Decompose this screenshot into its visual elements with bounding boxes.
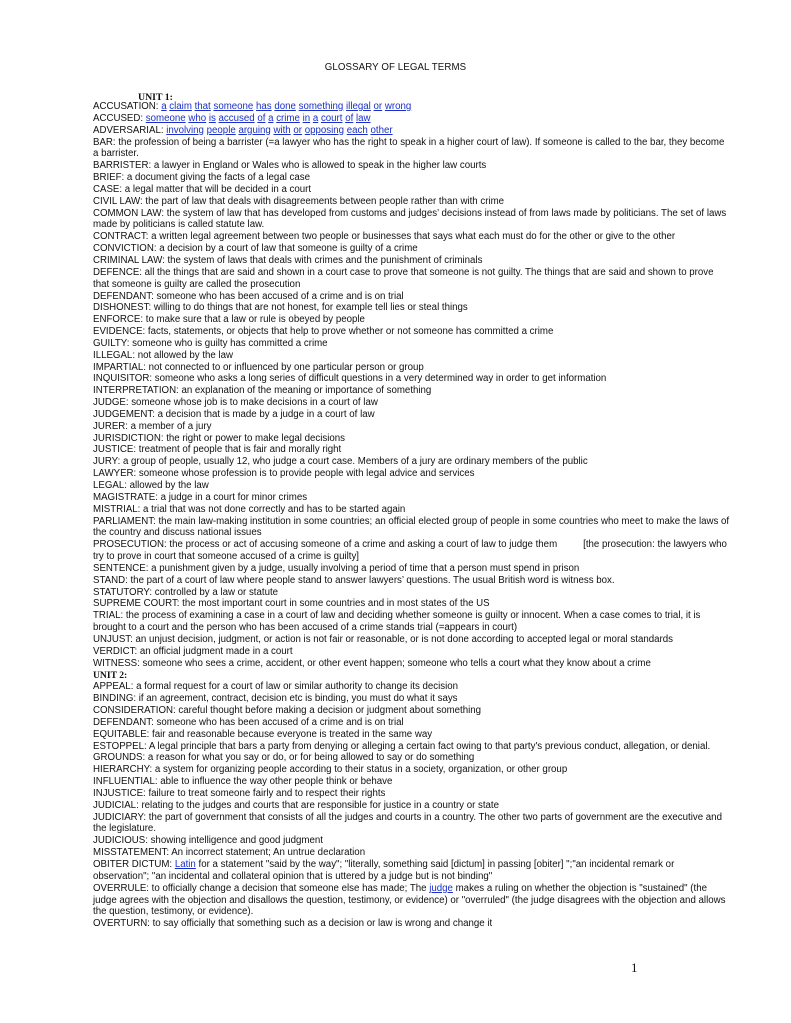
definition-link[interactable]: wrong	[384, 101, 412, 112]
definition-link[interactable]: court	[320, 112, 343, 124]
entry-overrule	[93, 883, 731, 919]
definition-link[interactable]: accused	[218, 112, 255, 124]
glossary-entry: IMPARTIAL: not connected to or influenced by one particular person or group	[93, 361, 424, 373]
prosecution-definition: PROSECUTION: the process or act of accusing someone of a crime and asking a court of law to judge them	[93, 539, 558, 551]
glossary-entry: JUDGEMENT: a decision that is made by a judge in a court of law	[93, 408, 375, 420]
definition-link[interactable]: claim	[169, 101, 192, 112]
entry-text: for a statement "said by the way"; "literally, something said [dictum] in passing [obiter] ";"an incidental remark or observation"; "an incidental and collateral opinion that is uttered by a judge but is not binding"	[93, 859, 675, 882]
glossary-entry: LEGAL: allowed by the law	[93, 480, 209, 491]
definition-link[interactable]: who	[188, 112, 207, 124]
definition-link[interactable]: someone	[213, 101, 254, 112]
glossary-entry: STAND: the part of a court of law where people stand to answer lawyers’ questions. The usual British word is witness box.	[93, 574, 615, 586]
glossary-entry: PARLIAMENT: the main law-making institution in some countries; an official elected group of people in some countries who meet to make the laws of the country and discuss national issues	[93, 515, 730, 539]
definition-link[interactable]: is	[208, 112, 216, 124]
glossary-entry: BAR: the profession of being a barrister (=a lawyer who has the right to speak in a higher court of law). If someone is called to the bar, they become a barrister.	[93, 136, 725, 160]
glossary-entry: CONTRACT: a written legal agreement between two people or businesses that says what each must do for the other or give to the other	[93, 231, 676, 243]
definition-link[interactable]: opposing	[304, 124, 345, 136]
glossary-entry: JUSTICE: treatment of people that is fair and morally right	[93, 444, 342, 456]
entry-text: OBITER DICTUM:	[93, 859, 175, 870]
definition-link[interactable]: each	[346, 124, 368, 136]
glossary-entry: ENFORCE: to make sure that a law or rule is obeyed by people	[93, 314, 365, 326]
definition-link[interactable]: a	[268, 112, 274, 124]
glossary-entry: INFLUENTIAL: able to influence the way other people think or behave	[93, 776, 393, 788]
glossary-entry: HIERARCHY: a system for organizing people according to their status in a society, organization, or other group	[93, 764, 568, 776]
glossary-entry: INQUISITOR: someone who asks a long series of difficult questions in a very determined way in order to get information	[93, 373, 607, 385]
definition-link[interactable]: with	[273, 124, 291, 136]
glossary-entry: CRIMINAL LAW: the system of laws that deals with crimes and the punishment of criminals	[93, 254, 483, 266]
definition-link[interactable]: someone	[145, 112, 186, 124]
entry-text: OVERRULE: to officially change a decision that someone else has made; The	[93, 882, 430, 894]
entry-prosecution	[93, 539, 731, 563]
entry-adversarial	[93, 125, 731, 137]
definition-link[interactable]: in	[302, 112, 311, 124]
entry-accusation	[93, 101, 731, 113]
glossary-entry: BARRISTER: a lawyer in England or Wales who is allowed to speak in the higher law courts	[93, 160, 487, 172]
definition-link[interactable]: or	[293, 124, 303, 136]
prosecution-note: [the prosecution: the lawyers who try to prove in court that someone accused of a crime is guilty]	[93, 539, 727, 563]
page-number: 1	[631, 960, 638, 975]
glossary-entry: JURER: a member of a jury	[93, 420, 212, 432]
definition-link[interactable]: other	[370, 124, 393, 136]
glossary-entry: EVIDENCE: facts, statements, or objects that help to prove whether or not someone has committed a crime	[93, 326, 554, 338]
definition-link[interactable]: involving	[166, 124, 204, 136]
judge-link[interactable]: judge	[429, 882, 453, 894]
glossary-entry: CASE: a legal matter that will be decided in a court	[93, 183, 312, 195]
glossary-entry: CONSIDERATION: careful thought before making a decision or judgment about something	[93, 705, 482, 717]
entry-term: ACCUSATION:	[93, 101, 159, 112]
glossary-entry: JUDGE: someone whose job is to make decisions in a court of law	[93, 397, 378, 409]
definition-link[interactable]: arguing	[238, 124, 271, 136]
definition-link[interactable]: of	[345, 112, 354, 124]
glossary-entry: GROUNDS: a reason for what you say or do, or for being allowed to say or do something	[93, 752, 475, 764]
glossary-entry: CIVIL LAW: the part of law that deals with disagreements between people rather than with crime	[93, 195, 505, 207]
glossary-entry: MISSTATEMENT: An incorrect statement; An untrue declaration	[93, 847, 366, 859]
glossary-entry: STATUTORY: controlled by a law or statute	[93, 586, 279, 598]
glossary-entry: DEFENDANT: someone who has been accused of a crime and is on trial	[93, 290, 404, 302]
glossary-entry: BINDING: if an agreement, contract, decision etc is binding, you must do what it says	[93, 693, 458, 705]
latin-link[interactable]: Latin	[174, 859, 196, 870]
glossary-entry: JUDICIOUS: showing intelligence and good judgment	[93, 835, 323, 847]
glossary-entry: CONVICTION: a decision by a court of law that someone is guilty of a crime	[93, 243, 418, 255]
glossary-entry: DEFENCE: all the things that are said and shown in a court case to prove that someone is not guilty. The things that are said and shown to prove that someone is guilty are called the prosecution	[93, 266, 714, 290]
glossary-body	[93, 101, 731, 930]
definition-link[interactable]: something	[298, 101, 344, 112]
page-title: GLOSSARY OF LEGAL TERMS	[324, 62, 467, 73]
glossary-entry: GUILTY: someone who is guilty has committed a crime	[93, 337, 328, 349]
glossary-entry: VERDICT: an official judgment made in a court	[93, 645, 293, 657]
definition-link[interactable]: that	[194, 101, 211, 112]
definition-link[interactable]: of	[257, 112, 266, 124]
glossary-entry: SUPREME COURT: the most important court in some countries and in most states of the US	[93, 598, 490, 610]
definition-link[interactable]: a	[312, 112, 319, 124]
entry-accused	[93, 113, 731, 125]
glossary-entry: DISHONEST: willing to do things that are not honest, for example tell lies or steal things	[93, 302, 468, 314]
glossary-entry: UNJUST: an unjust decision, judgment, or action is not fair or reasonable, or is not done according to accepted legal or moral standards	[93, 633, 673, 645]
glossary-entry: MISTRIAL: a trial that was not done correctly and has to be started again	[93, 503, 406, 515]
definition-link[interactable]: crime	[276, 112, 300, 124]
unit-2-heading: UNIT 2:	[93, 669, 128, 681]
glossary-entry: JUDICIARY: the part of government that consists of all the judges and courts in a country. The other two parts of government are the executive and the legislature.	[93, 811, 722, 835]
definition-link[interactable]: or	[373, 101, 383, 112]
glossary-entry: TRIAL: the process of examining a case in a court of law and deciding whether someone is guilty or innocent. When a case comes to trial, it is brought to a court and the person who has been accused of a crime stands trial (=appears in court)	[93, 610, 701, 634]
glossary-entry: ILLEGAL: not allowed by the law	[93, 349, 234, 361]
glossary-entry: JURY: a group of people, usually 12, who judge a court case. Members of a jury are ordinary members of the public	[93, 456, 588, 468]
glossary-entry: COMMON LAW: the system of law that has developed from customs and judges’ decisions instead of from laws made by politicians. The set of laws made by politicians is called statute law.	[93, 207, 727, 231]
glossary-entry: INTERPRETATION: an explanation of the meaning or importance of something	[93, 385, 432, 397]
glossary-entry: MAGISTRATE: a judge in a court for minor crimes	[93, 491, 308, 503]
glossary-entry: EQUITABLE: fair and reasonable because everyone is treated in the same way	[93, 728, 433, 740]
glossary-entry: DEFENDANT: someone who has been accused of a crime and is on trial	[93, 716, 404, 728]
entry-text: makes a ruling on whether the objection is "sustained" (the judge agrees with the objection and disallows the question, testimony, or evidence) or "overruled" (the judge disagrees with the objection and allows the question, testimony, or evidence).	[93, 882, 726, 918]
glossary-entry: INJUSTICE: failure to treat someone fairly and to respect their rights	[93, 787, 386, 799]
definition-link[interactable]: illegal	[346, 101, 371, 112]
glossary-entry: LAWYER: someone whose profession is to provide people with legal advice and services	[93, 468, 475, 480]
glossary-entry: JURISDICTION: the right or power to make legal decisions	[93, 432, 345, 444]
glossary-entry: OVERTURN: to say officially that something such as a decision or law is wrong and change it	[93, 918, 493, 930]
glossary-entry: BRIEF: a document giving the facts of a legal case	[93, 172, 311, 184]
entry-obiter-dictum	[93, 859, 731, 883]
definition-link[interactable]: people	[206, 124, 236, 136]
definition-link[interactable]: law	[355, 112, 371, 124]
glossary-entry: WITNESS: someone who sees a crime, accident, or other event happen; someone who tells a court what they know about a crime	[93, 657, 651, 669]
definition-link[interactable]: has	[256, 101, 272, 112]
definition-link[interactable]: done	[274, 101, 296, 112]
entry-term: ADVERSARIAL:	[93, 124, 164, 136]
entry-term: ACCUSED:	[93, 112, 144, 124]
glossary-entry: SENTENCE: a punishment given by a judge, usually involving a period of time that a person must spend in prison	[93, 562, 580, 574]
glossary-entry: JUDICIAL: relating to the judges and courts that are responsible for justice in a country or state	[93, 799, 500, 811]
glossary-entry: APPEAL: a formal request for a court of law or similar authority to change its decision	[93, 681, 459, 693]
definition-link[interactable]: a	[161, 101, 167, 112]
glossary-entry: ESTOPPEL: A legal principle that bars a party from denying or alleging a certain fact owing to that party's previous conduct, allegation, or denial.	[93, 740, 711, 752]
unit-1-heading: UNIT 1:	[138, 92, 173, 103]
